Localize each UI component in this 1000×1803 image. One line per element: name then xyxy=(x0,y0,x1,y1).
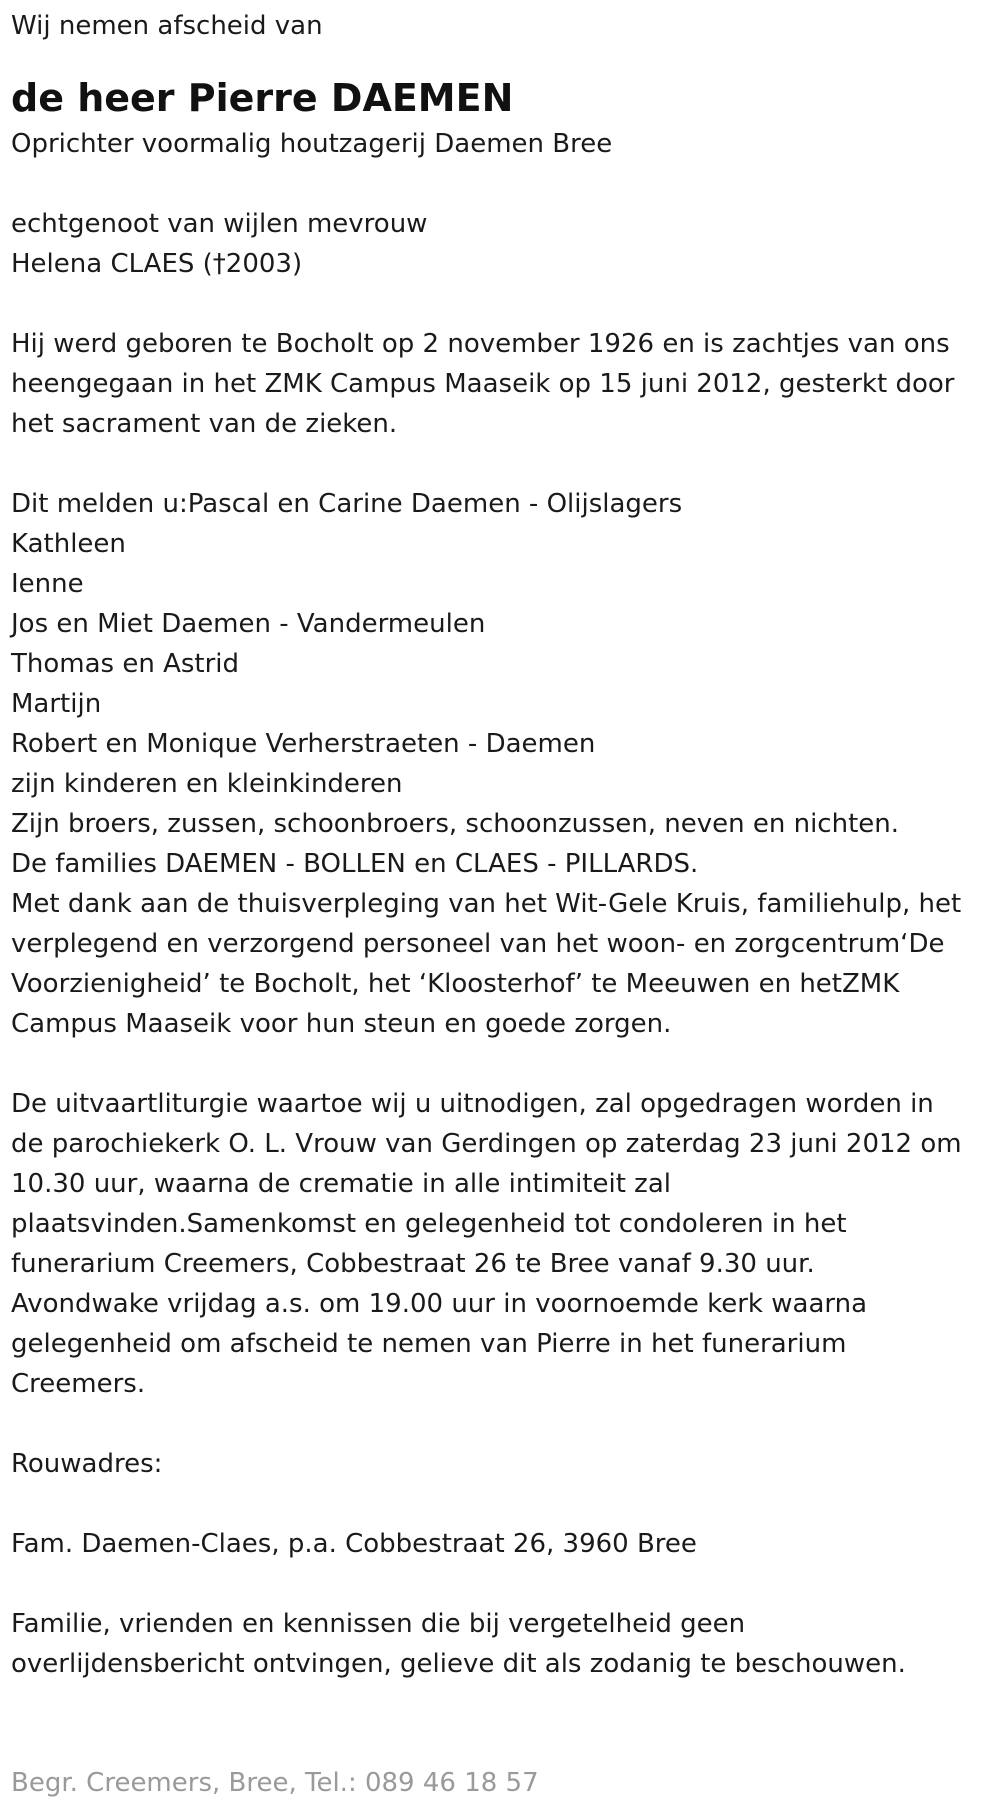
biography-section xyxy=(11,324,1000,444)
family-line: Voorzienigheid’ te Bocholt, het ‘Kloosterhof’ te Meeuwen en hetZMK xyxy=(11,969,900,999)
family-line: verplegend en verzorgend personeel van het woon- en zorgcentrum‘De xyxy=(11,929,945,959)
spacer xyxy=(11,164,1000,204)
address-label: Rouwadres: xyxy=(11,1449,163,1479)
intro-text: Wij nemen afscheid van xyxy=(11,11,323,41)
family-line: Thomas en Astrid xyxy=(11,649,240,679)
family-line: Robert en Monique Verherstraeten - Daemen xyxy=(11,729,596,759)
family-line: Martijn xyxy=(11,689,102,719)
funeral-line: Creemers. xyxy=(11,1369,146,1399)
closing-line: overlijdensbericht ontvingen, gelieve dit als zodanig te beschouwen. xyxy=(11,1649,906,1679)
spacer xyxy=(11,1044,1000,1084)
spacer xyxy=(11,1484,1000,1524)
family-line: zijn kinderen en kleinkinderen xyxy=(11,769,403,799)
biography-line: Hij werd geboren te Bocholt op 2 november 1926 en is zachtjes van ons xyxy=(11,329,950,359)
spacer xyxy=(11,284,1000,324)
family-line: Ienne xyxy=(11,569,84,599)
funeral-line: De uitvaartliturgie waartoe wij u uitnodigen, zal opgedragen worden in xyxy=(11,1089,934,1119)
family-line: Kathleen xyxy=(11,529,126,559)
family-line: Zijn broers, zussen, schoonbroers, schoonzussen, neven en nichten. xyxy=(11,809,899,839)
spouse-section xyxy=(11,204,1000,284)
mourning-address: Fam. Daemen-Claes, p.a. Cobbestraat 26, 3960 Bree xyxy=(11,1529,697,1559)
spacer xyxy=(11,1404,1000,1444)
family-line: Jos en Miet Daemen - Vandermeulen xyxy=(11,609,486,639)
spacer xyxy=(11,1564,1000,1604)
funeral-line: funerarium Creemers, Cobbestraat 26 te Bree vanaf 9.30 uur. xyxy=(11,1249,815,1279)
spacer xyxy=(11,444,1000,484)
funeral-line: Avondwake vrijdag a.s. om 19.00 uur in voornoemde kerk waarna xyxy=(11,1289,868,1319)
spouse-line: Helena CLAES (†2003) xyxy=(11,249,303,279)
closing-line: Familie, vrienden en kennissen die bij vergetelheid geen xyxy=(11,1609,746,1639)
family-line: Met dank aan de thuisverpleging van het Wit-Gele Kruis, familiehulp, het xyxy=(11,889,962,919)
funeral-line: 10.30 uur, waarna de crematie in alle intimiteit zal xyxy=(11,1169,671,1199)
funeral-line: gelegenheid om afscheid te nemen van Pierre in het funerarium xyxy=(11,1329,847,1359)
biography-line: heengegaan in het ZMK Campus Maaseik op 15 juni 2012, gesterkt door xyxy=(11,369,955,399)
closing-section xyxy=(11,1604,1000,1684)
deceased-subtitle: Oprichter voormalig houtzagerij Daemen Bree xyxy=(11,129,613,159)
funeral-home-footer: Begr. Creemers, Bree, Tel.: 089 46 18 57 xyxy=(11,1768,539,1798)
family-section xyxy=(11,484,1000,1044)
deceased-name: de heer Pierre DAEMEN xyxy=(11,76,514,120)
funeral-section xyxy=(11,1084,1000,1404)
spouse-line: echtgenoot van wijlen mevrouw xyxy=(11,209,428,239)
biography-line: het sacrament van de zieken. xyxy=(11,409,398,439)
family-line: Dit melden u:Pascal en Carine Daemen - Olijslagers xyxy=(11,489,683,519)
family-line: De families DAEMEN - BOLLEN en CLAES - PILLARDS. xyxy=(11,849,699,879)
funeral-line: plaatsvinden.Samenkomst en gelegenheid tot condoleren in het xyxy=(11,1209,847,1239)
family-line: Campus Maaseik voor hun steun en goede zorgen. xyxy=(11,1009,672,1039)
funeral-line: de parochiekerk O. L. Vrouw van Gerdingen op zaterdag 23 juni 2012 om xyxy=(11,1129,962,1159)
